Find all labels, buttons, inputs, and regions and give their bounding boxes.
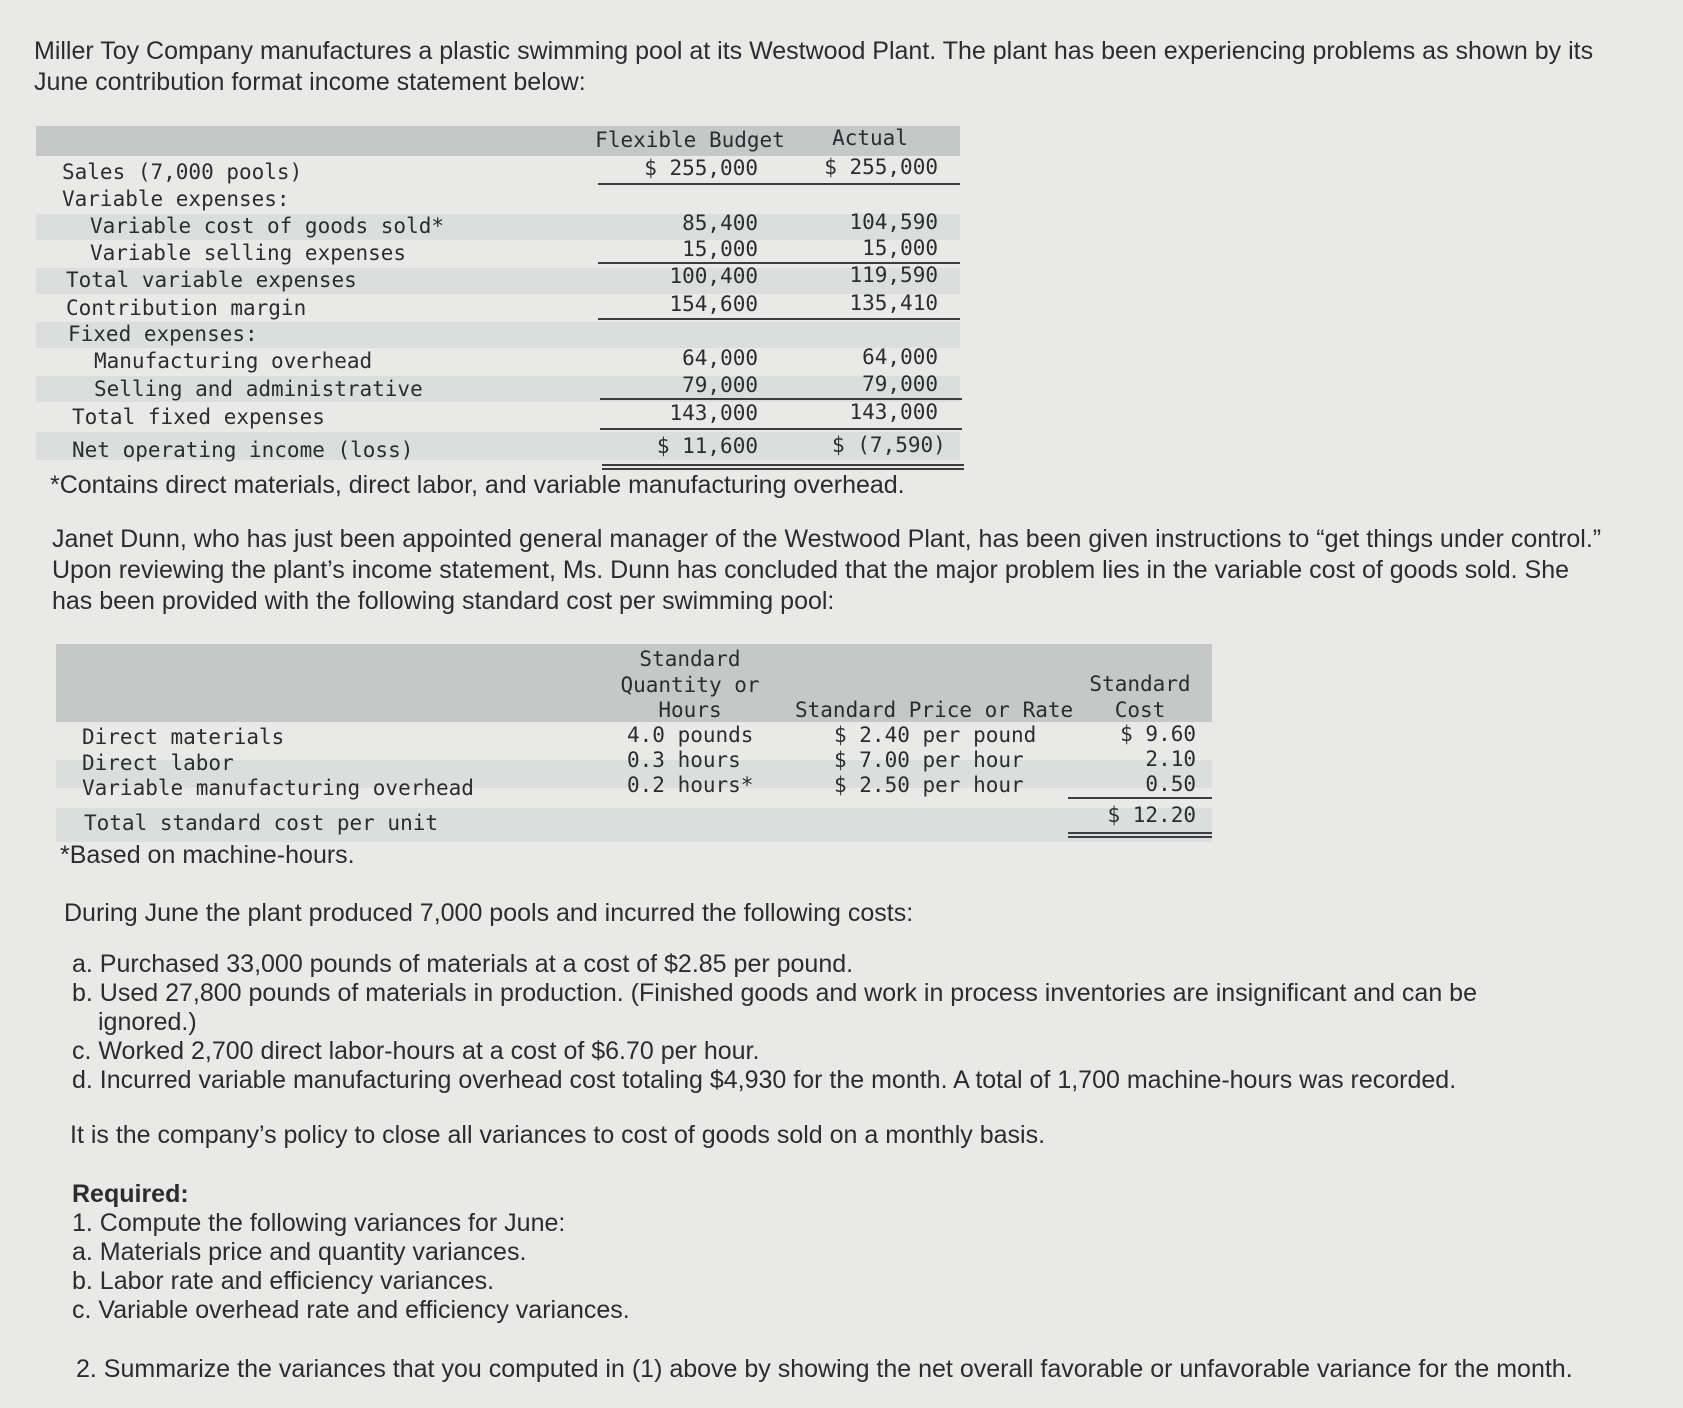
flex-variable-selling: 15,000 xyxy=(682,237,758,261)
flex-selling-admin: 79,000 xyxy=(682,373,758,397)
row-label-contribution-margin: Contribution margin xyxy=(66,296,307,320)
row-label-total-fixed: Total fixed expenses xyxy=(72,405,325,429)
cost-direct-materials: $ 9.60 xyxy=(1120,722,1196,746)
actual-variable-selling: 15,000 xyxy=(862,236,938,260)
required-question-2: 2. Summarize the variances that you computed in (1) above by showing the net overall favorable or unfavorable variance for the month. xyxy=(76,1355,1573,1383)
flex-manufacturing-overhead: 64,000 xyxy=(682,346,758,370)
flex-total-variable: 100,400 xyxy=(669,264,758,288)
actual-total-fixed: 143,000 xyxy=(849,400,938,424)
manager-paragraph: Janet Dunn, who has just been appointed general manager of the Westwood Plant, has been given instructions to “get things under control.” Upon reviewing the plant’s income statement, Ms. Dunn has concluded that the major problem lies in the variable cost of goods sold. She has been provided with the following standard cost per swimming pool: xyxy=(52,525,1602,615)
col-header-cost-1: Standard xyxy=(1089,672,1191,696)
row-label-fixed-expenses: Fixed expenses: xyxy=(68,322,258,346)
qty-variable-overhead: 0.2 hours* xyxy=(627,773,754,797)
june-items-list xyxy=(72,950,1552,1095)
row-label-total-standard-cost: Total standard cost per unit xyxy=(84,811,439,835)
june-item-d: d. Incurred variable manufacturing overhead cost totaling $4,930 for the month. A total of 1,700 machine-hours was recorded. xyxy=(72,1066,1457,1094)
col-header-actual: Actual xyxy=(832,126,908,150)
price-variable-overhead: $ 2.50 per hour xyxy=(834,773,1024,797)
row-label-variable-selling: Variable selling expenses xyxy=(90,241,407,265)
required-heading: Required: xyxy=(72,1180,189,1208)
actual-sales: $ 255,000 xyxy=(824,155,938,179)
row-label-variable-expenses: Variable expenses: xyxy=(62,187,290,211)
flex-contribution-margin: 154,600 xyxy=(669,292,758,316)
price-direct-labor: $ 7.00 per hour xyxy=(834,748,1024,772)
col-header-qty-1: Standard xyxy=(639,647,741,671)
row-label-manufacturing-overhead: Manufacturing overhead xyxy=(94,349,373,373)
required-line-b: b. Labor rate and efficiency variances. xyxy=(72,1267,495,1295)
june-item-c: c. Worked 2,700 direct labor-hours at a cost of $6.70 per hour. xyxy=(72,1037,760,1065)
col-header-cost-2: Cost xyxy=(1114,698,1166,722)
row-label-net-operating-income: Net operating income (loss) xyxy=(72,438,414,462)
policy-text: It is the company’s policy to close all variances to cost of goods sold on a monthly basis. xyxy=(70,1121,1046,1149)
required-line-1: 1. Compute the following variances for June: xyxy=(72,1209,566,1237)
actual-contribution-margin: 135,410 xyxy=(849,291,938,315)
row-label-sales: Sales (7,000 pools) xyxy=(62,160,303,184)
row-label-direct-materials: Direct materials xyxy=(82,725,285,749)
june-item-a: a. Purchased 33,000 pounds of materials at a cost of $2.85 per pound. xyxy=(72,950,854,978)
required-section xyxy=(72,1180,630,1325)
actual-manufacturing-overhead: 64,000 xyxy=(862,345,938,369)
qty-direct-labor: 0.3 hours xyxy=(627,748,741,772)
price-direct-materials: $ 2.40 per pound xyxy=(834,723,1037,747)
flex-total-fixed: 143,000 xyxy=(669,401,758,425)
col-header-price: Standard Price or Rate xyxy=(795,698,1074,722)
col-header-qty-3: Hours xyxy=(658,698,722,722)
actual-selling-admin: 79,000 xyxy=(862,372,938,396)
row-label-total-variable: Total variable expenses xyxy=(66,268,357,292)
cost-total-standard: $ 12.20 xyxy=(1107,803,1196,827)
required-line-c: c. Variable overhead rate and efficiency variances. xyxy=(72,1296,630,1324)
required-line-a: a. Materials price and quantity variances. xyxy=(72,1238,527,1266)
cost-direct-labor: 2.10 xyxy=(1145,747,1196,771)
row-label-variable-overhead: Variable manufacturing overhead xyxy=(82,776,474,800)
actual-total-variable: 119,590 xyxy=(849,263,938,287)
income-statement-footnote: *Contains direct materials, direct labor, and variable manufacturing overhead. xyxy=(50,471,905,499)
actual-variable-cogs: 104,590 xyxy=(849,210,938,234)
intro-paragraph: Miller Toy Company manufactures a plastic swimming pool at its Westwood Plant. The plant has been experiencing problems as shown by its June contribution format income statement below: xyxy=(34,37,1594,96)
flex-net-operating-income: $ 11,600 xyxy=(656,434,758,458)
flex-variable-cogs: 85,400 xyxy=(682,211,758,235)
standard-cost-footnote: *Based on machine-hours. xyxy=(60,841,355,869)
row-label-variable-cogs: Variable cost of goods sold* xyxy=(90,214,445,238)
actual-net-operating-income: $ (7,590) xyxy=(832,433,946,457)
cost-variable-overhead: 0.50 xyxy=(1145,772,1196,796)
col-header-qty-2: Quantity or xyxy=(620,673,760,697)
col-header-flexible-budget: Flexible Budget xyxy=(595,128,785,152)
june-intro: During June the plant produced 7,000 pools and incurred the following costs: xyxy=(64,899,914,927)
row-label-direct-labor: Direct labor xyxy=(82,751,234,775)
flex-sales: $ 255,000 xyxy=(644,156,758,180)
qty-direct-materials: 4.0 pounds xyxy=(627,723,754,747)
june-item-b: b. Used 27,800 pounds of materials in production. (Finished goods and work in process inventories are insignificant and can be ignored.) xyxy=(72,979,1477,1036)
row-label-selling-admin: Selling and administrative xyxy=(94,377,423,401)
